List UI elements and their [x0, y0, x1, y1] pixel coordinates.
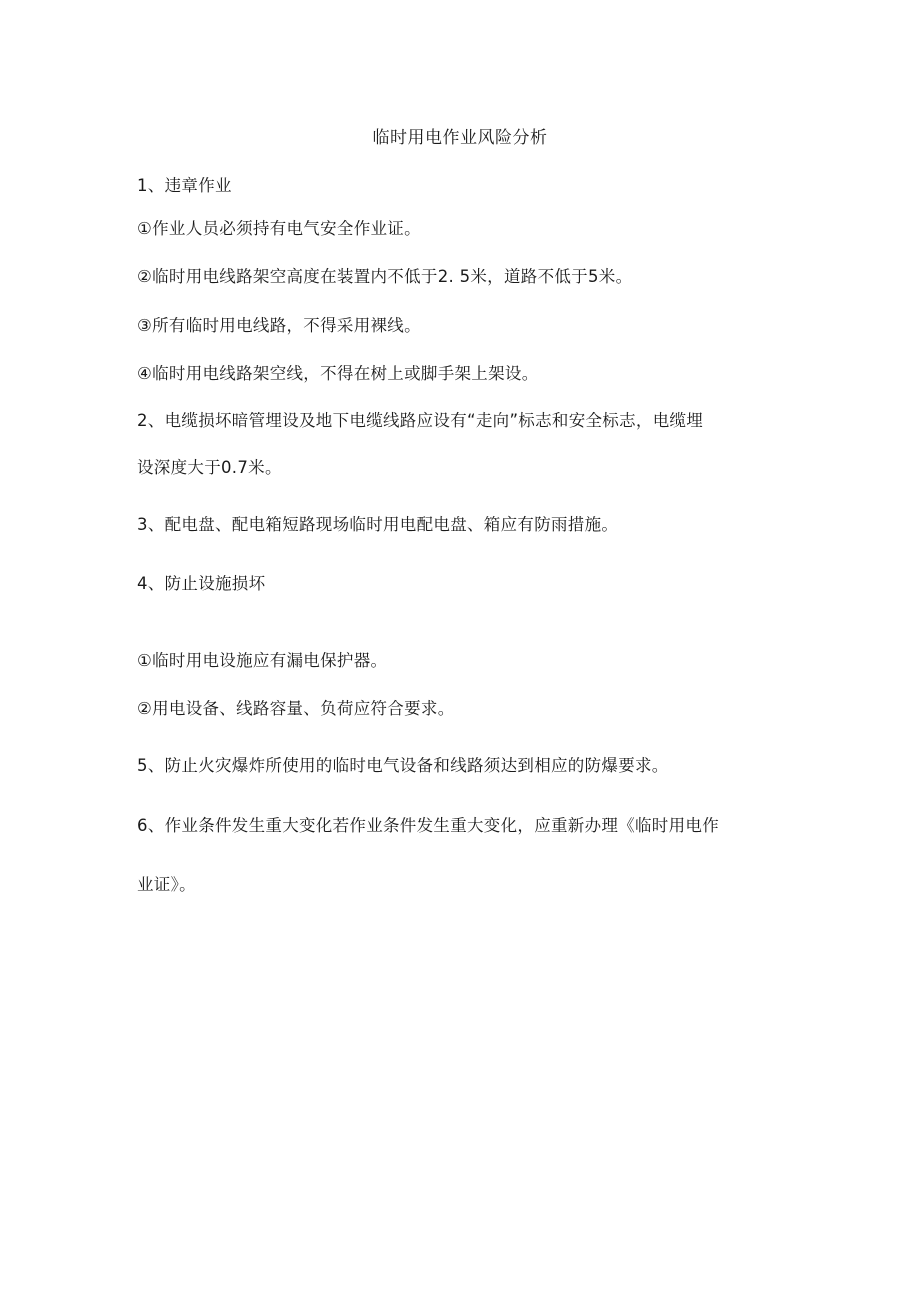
section-6-line-1: 6、作业条件发生重大变化若作业条件发生重大变化，应重新办理《临时用电作 — [137, 816, 719, 835]
section-1-item-3: ③所有临时用电线路，不得采用裸线。 — [137, 316, 421, 335]
document-title: 临时用电作业风险分析 — [372, 128, 548, 148]
section-3-text: 3、配电盘、配电箱短路现场临时用电配电盘、箱应有防雨措施。 — [137, 515, 619, 534]
section-1-item-4: ④临时用电线路架空线，不得在树上或脚手架上架设。 — [137, 364, 539, 383]
section-4-item-2: ②用电设备、线路容量、负荷应符合要求。 — [137, 699, 455, 718]
section-4-heading: 4、防止设施损坏 — [137, 574, 266, 593]
section-2-line-2: 设深度大于0.7米。 — [137, 458, 282, 477]
section-1-heading: 1、违章作业 — [137, 176, 232, 195]
section-5-text: 5、防止火灾爆炸所使用的临时电气设备和线路须达到相应的防爆要求。 — [137, 756, 669, 775]
section-2-line-1: 2、电缆损坏暗管埋设及地下电缆线路应设有“走向”标志和安全标志，电缆埋 — [137, 411, 704, 430]
section-4-item-1: ①临时用电设施应有漏电保护器。 — [137, 651, 388, 670]
section-1-item-2: ②临时用电线路架空高度在装置内不低于2. 5米，道路不低于5米。 — [137, 267, 633, 286]
section-6-line-2: 业证》。 — [137, 875, 196, 894]
section-1-item-1: ①作业人员必须持有电气安全作业证。 — [137, 219, 421, 238]
